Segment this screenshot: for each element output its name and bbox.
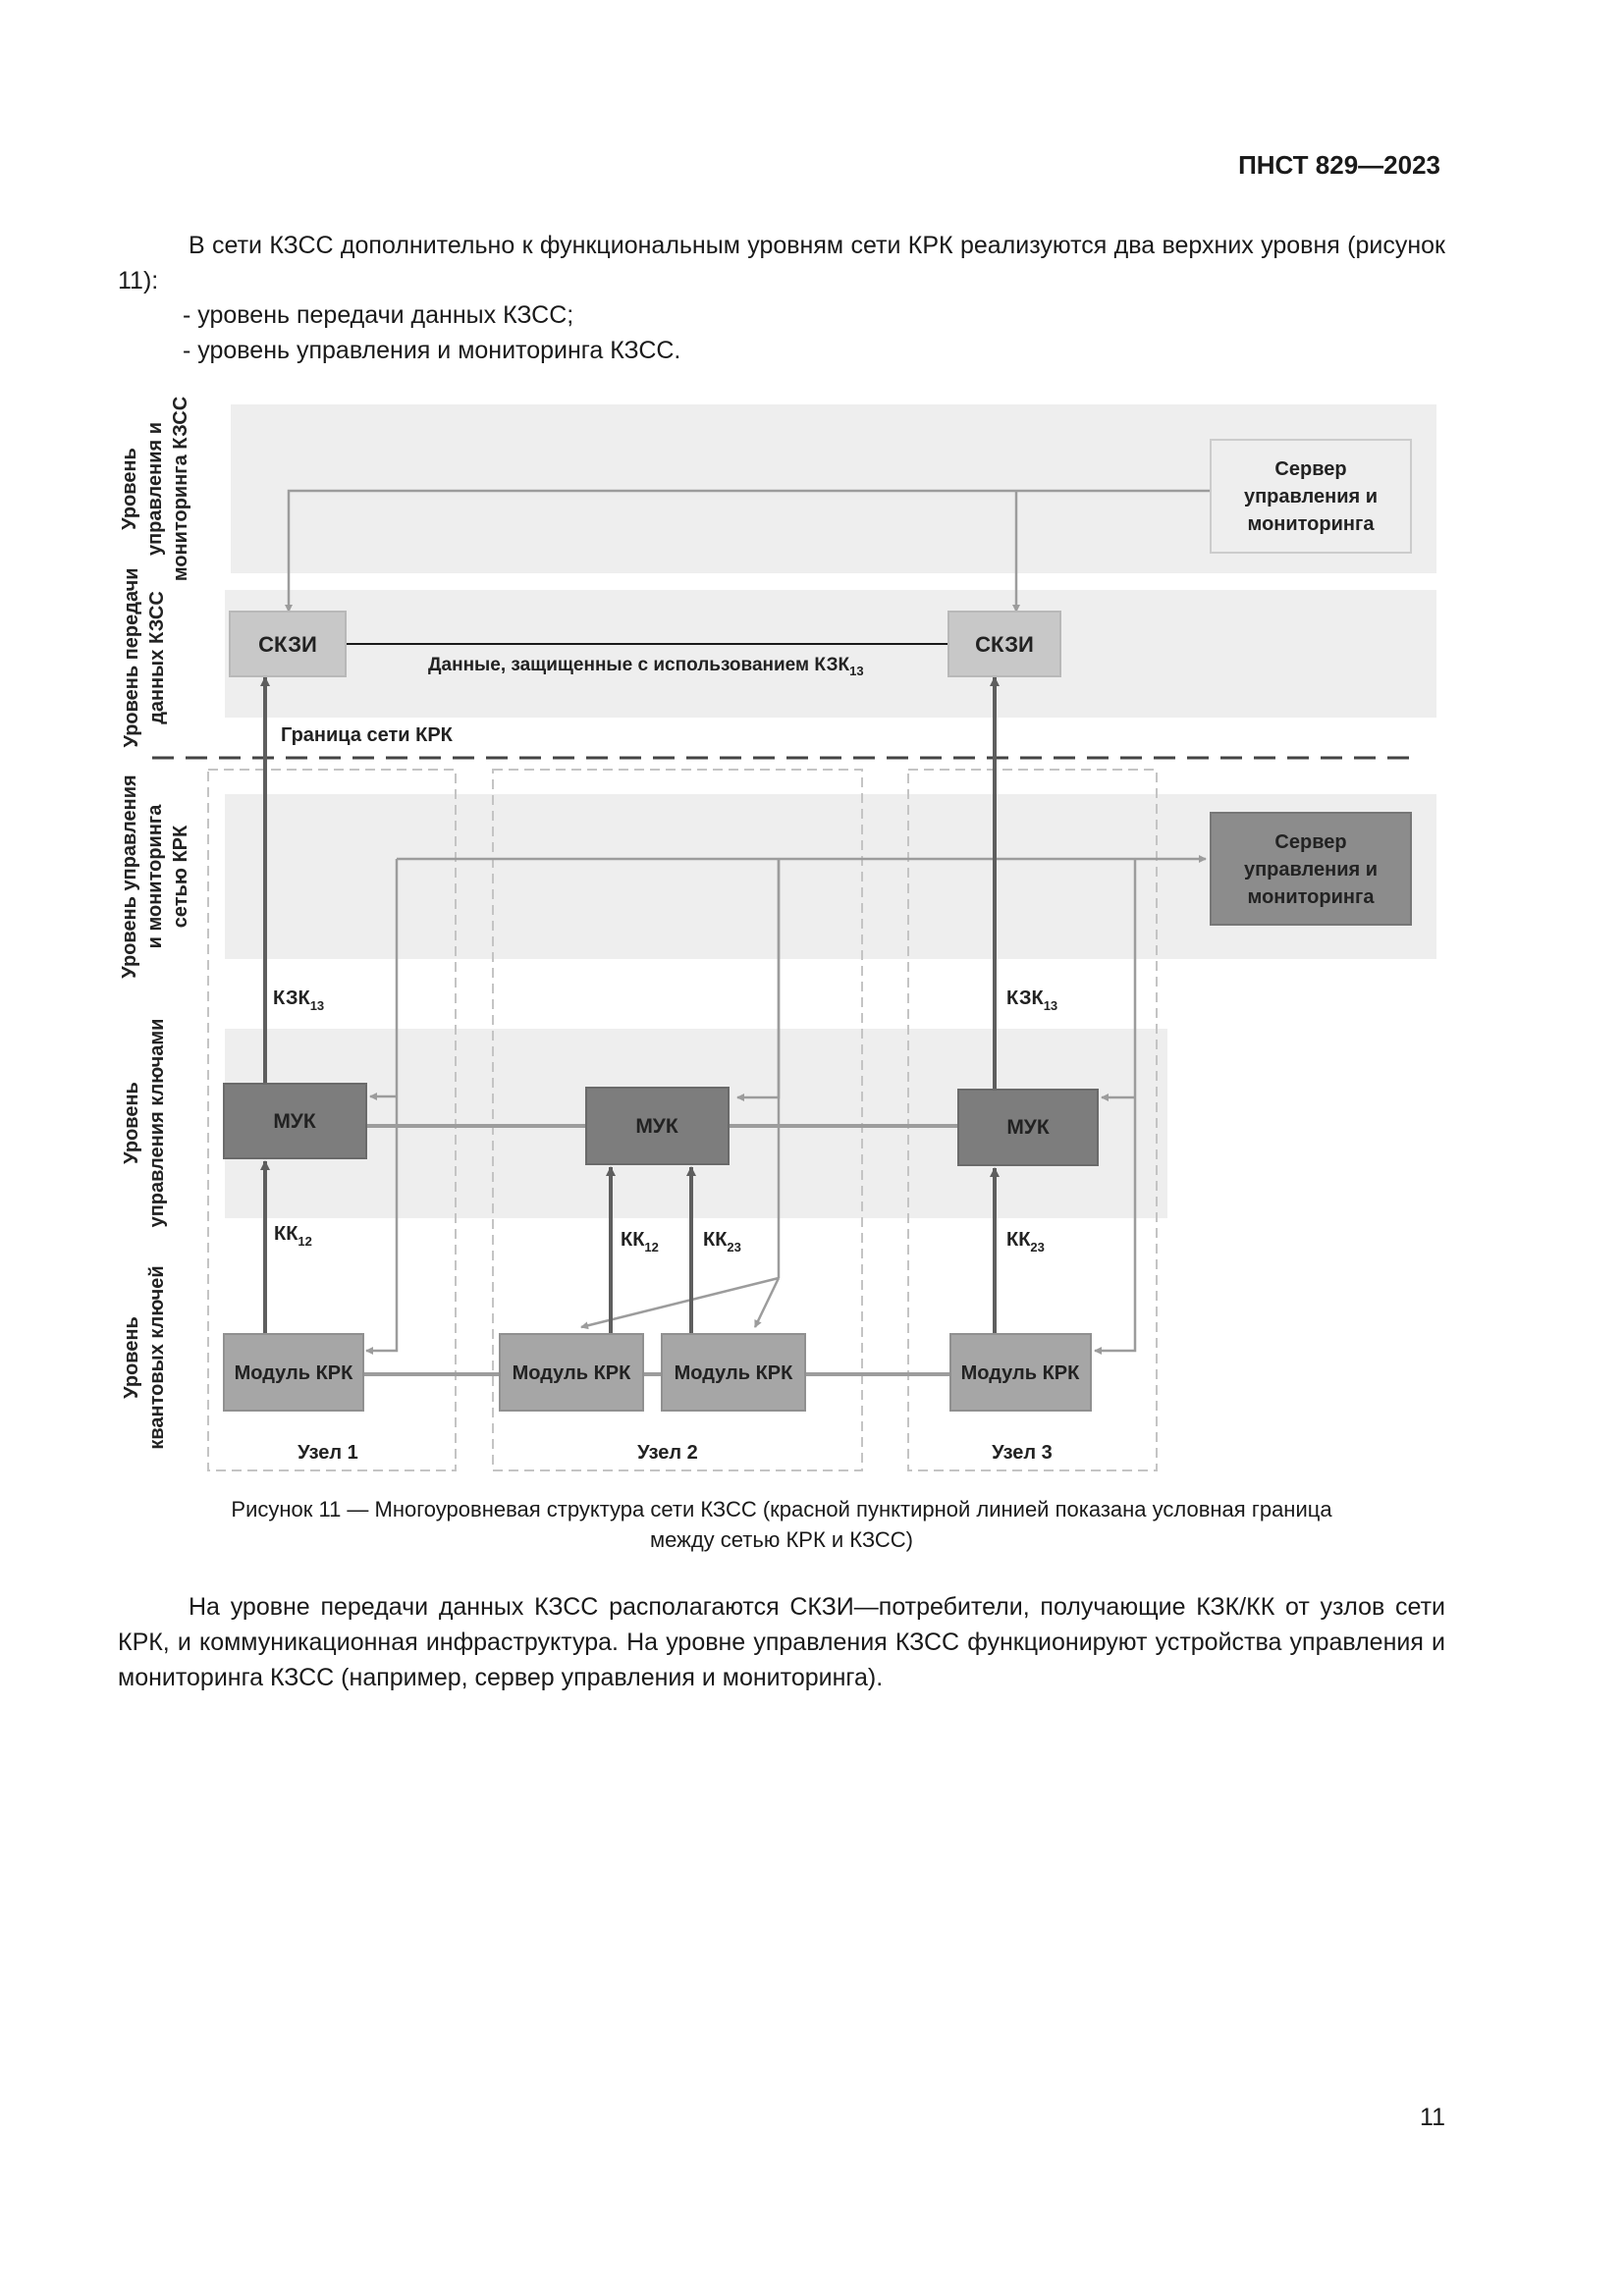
svg-text:СКЗИ: СКЗИ — [258, 632, 317, 657]
node-2-label: Узел 2 — [637, 1442, 698, 1464]
caption-line-1: Рисунок 11 — Многоуровневая структура сети КЗСС (красной пунктирной линией показана условная граница — [231, 1497, 1332, 1522]
krk-module-node-2b — [662, 1334, 805, 1411]
svg-text:мониторинга: мониторинга — [1247, 886, 1375, 908]
kk-label-node-2b: $КК_{23}$ — [703, 1229, 741, 1255]
level-label-krk-management — [119, 774, 191, 978]
level-label-quantum-keys — [121, 1265, 168, 1449]
svg-text:МУК: МУК — [273, 1110, 316, 1133]
svg-text:МУК: МУК — [1006, 1116, 1050, 1139]
svg-text:данных КЗСС: данных КЗСС — [146, 591, 168, 724]
skzi-right-box — [948, 612, 1060, 676]
figure-caption — [118, 1494, 1445, 1555]
document-code: ПНСТ 829—2023 — [1238, 150, 1440, 180]
svg-text:Модуль КРК: Модуль КРК — [960, 1362, 1080, 1384]
krk-boundary-label: Граница сети КРК — [281, 724, 453, 746]
level-label-kzss-management — [119, 397, 191, 581]
svg-text:сетью КРК: сетью КРК — [170, 825, 191, 929]
kk-label-node-2a: $КК_{12}$ — [621, 1229, 659, 1255]
svg-text:Уровень: Уровень — [121, 1316, 142, 1399]
muk-node-1 — [224, 1084, 366, 1158]
mgmt-link-node-2-module-b — [755, 1278, 779, 1327]
svg-text:Уровень: Уровень — [121, 1082, 142, 1164]
svg-text:Сервер: Сервер — [1274, 831, 1347, 853]
svg-text:и мониторинга: и мониторинга — [144, 804, 166, 949]
svg-text:квантовых ключей: квантовых ключей — [146, 1265, 168, 1450]
page-number: 11 — [1420, 2104, 1445, 2131]
svg-text:управления и: управления и — [1243, 486, 1379, 507]
intro-paragraph: В сети КЗСС дополнительно к функциональным уровням сети КРК реализуются два верхних уровня (рисунок 11): — [118, 232, 1445, 294]
svg-text:Модуль КРК: Модуль КРК — [234, 1362, 353, 1384]
kzk-label-node-1: $КЗК_{13}$ — [273, 988, 325, 1013]
svg-text:мониторинга: мониторинга — [1247, 513, 1375, 535]
list-item: - уровень управления и мониторинга КЗСС. — [183, 337, 681, 364]
svg-text:Модуль КРК: Модуль КРК — [512, 1362, 631, 1384]
krk-module-node-2a — [500, 1334, 643, 1411]
svg-text:Уровень передачи: Уровень передачи — [121, 567, 142, 748]
level-label-kzss-data — [121, 568, 168, 748]
kzk-label-node-3: $КЗК_{13}$ — [1006, 988, 1058, 1013]
mid-server-box — [1211, 813, 1411, 925]
skzi-left-box — [230, 612, 346, 676]
node-1-label: Узел 1 — [298, 1442, 358, 1464]
svg-text:мониторинга КЗСС: мониторинга КЗСС — [170, 396, 191, 582]
node-3-label: Узел 3 — [992, 1442, 1053, 1464]
body-paragraph: На уровне передачи данных КЗСС располагаются СКЗИ—потребители, получающие КЗК/КК от узлов сети КРК, и коммуникационная инфраструктура. На уровне управления КЗСС функционируют устройства управления и мониторинга КЗСС (например, сервер управления и мониторинга). — [118, 1593, 1445, 1691]
kk-label-node-3: $КК_{23}$ — [1006, 1229, 1045, 1255]
svg-text:МУК: МУК — [635, 1115, 678, 1138]
svg-text:Модуль КРК: Модуль КРК — [674, 1362, 793, 1384]
svg-text:Уровень управления: Уровень управления — [119, 774, 140, 979]
svg-text:СКЗИ: СКЗИ — [975, 632, 1034, 657]
krk-module-node-3 — [950, 1334, 1091, 1411]
svg-text:Сервер: Сервер — [1274, 458, 1347, 480]
krk-module-node-1 — [224, 1334, 363, 1411]
list-item: - уровень передачи данных КЗСС; — [183, 301, 574, 329]
level-label-key-management — [121, 1019, 168, 1228]
svg-text:управления и: управления и — [144, 421, 166, 557]
svg-text:управления и: управления и — [1243, 859, 1379, 881]
top-server-box — [1211, 440, 1411, 553]
muk-node-3 — [958, 1090, 1098, 1165]
caption-line-2: между сетью КРК и КЗСС) — [650, 1527, 913, 1552]
svg-text:Уровень: Уровень — [119, 448, 140, 530]
kk-label-node-1: $КК_{12}$ — [274, 1223, 312, 1249]
muk-node-2 — [586, 1088, 729, 1164]
skzi-data-link-label: Данные, защищенные с использованием $КЗК_{13}$ — [428, 655, 864, 678]
band-kzss-data — [225, 590, 1436, 718]
svg-text:управления ключами: управления ключами — [146, 1018, 168, 1228]
